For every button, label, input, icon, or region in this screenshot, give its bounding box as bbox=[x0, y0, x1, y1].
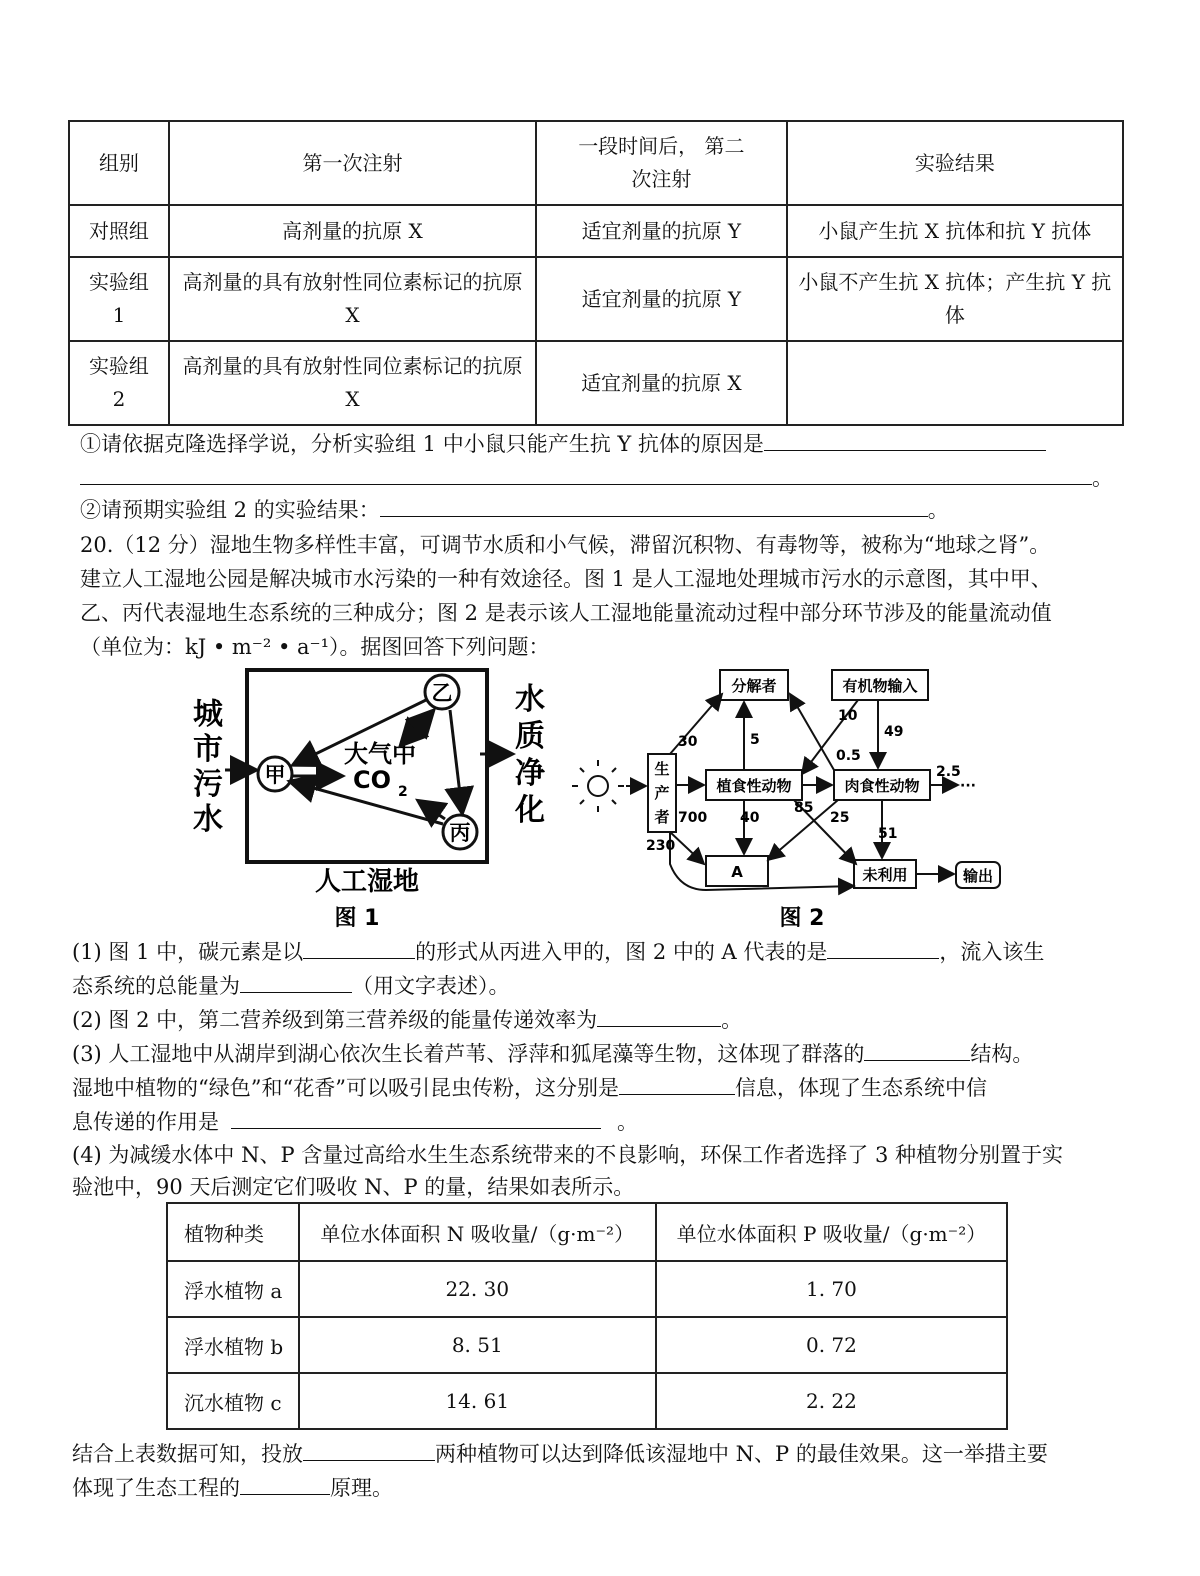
left-label-char: 水 bbox=[193, 802, 223, 837]
table-cell: 2. 22 bbox=[656, 1373, 1007, 1429]
sub-question-3-line-3 bbox=[72, 1106, 638, 1137]
sub-question-1-continued bbox=[72, 970, 510, 1001]
q20-line-2: 建立人工湿地公园是解决城市水污染的一种有效途径。图 1 是人工湿地处理城市污水的示意图，其中甲、 bbox=[80, 567, 1052, 591]
table-row bbox=[69, 257, 1123, 341]
table-row bbox=[167, 1373, 1007, 1429]
text: 结合上表数据可知，投放 bbox=[72, 1442, 303, 1466]
decomposer-label: 分解者 bbox=[731, 677, 777, 695]
arrow-yi-bing bbox=[450, 710, 462, 811]
sub-question-4-line-2: 验池中，90 天后测定它们吸收 N、P 的量，结果如表所示。 bbox=[72, 1175, 635, 1199]
table-cell: 浮水植物 a bbox=[167, 1261, 299, 1317]
table-cell: 高剂量的具有放射性同位素标记的抗原 X bbox=[169, 257, 536, 341]
table-cell bbox=[787, 341, 1123, 425]
question-2-text: ②请预期实验组 2 的实验结果： bbox=[80, 498, 380, 522]
table-header-cell: 实验结果 bbox=[787, 121, 1123, 205]
value-label: 85 bbox=[794, 800, 814, 816]
text: 两种植物可以达到降低该湿地中 N、P 的最佳效果。这一举措主要 bbox=[435, 1442, 1048, 1466]
table-header-cell: 单位水体面积 P 吸收量/（g·m⁻²） bbox=[656, 1203, 1007, 1261]
table-row bbox=[167, 1261, 1007, 1317]
figure-1-caption: 图 1 bbox=[334, 906, 380, 931]
experiment-table bbox=[68, 120, 1124, 426]
right-label-char: 化 bbox=[515, 793, 545, 828]
value-label: 40 bbox=[740, 810, 760, 826]
text: （用文字表述）。 bbox=[352, 974, 510, 998]
answer-blank[interactable] bbox=[303, 936, 415, 959]
carnivore-label: 肉食性动物 bbox=[844, 777, 920, 795]
answer-blank[interactable] bbox=[240, 970, 352, 993]
q20-line-4: （单位为：kJ • m⁻² • a⁻¹）。据图回答下列问题： bbox=[80, 635, 550, 659]
text: (3) 人工湿地中从湖岸到湖心依次生长着芦苇、浮萍和狐尾藻等生物，这体现了群落的 bbox=[72, 1042, 865, 1066]
text: 信息，体现了生态系统中信 bbox=[734, 1076, 987, 1100]
unused-label: 未利用 bbox=[862, 866, 908, 884]
question-1-continued bbox=[80, 462, 1113, 493]
table-cell: 沉水植物 c bbox=[167, 1373, 299, 1429]
value-label: 230 bbox=[646, 838, 676, 854]
table-cell: 高剂量的具有放射性同位素标记的抗原 X bbox=[169, 341, 536, 425]
sub-question-2 bbox=[72, 1004, 742, 1035]
question-2 bbox=[80, 494, 949, 525]
absorption-table bbox=[166, 1202, 1008, 1430]
text: (2) 图 2 中，第二营养级到第三营养级的能量传递效率为 bbox=[72, 1008, 598, 1032]
table-header-cell: 组别 bbox=[69, 121, 169, 205]
table-cell: 1. 70 bbox=[656, 1261, 1007, 1317]
answer-blank[interactable] bbox=[597, 1004, 721, 1027]
a-label: A bbox=[731, 863, 743, 881]
final-question bbox=[72, 1438, 1048, 1469]
co2-label: CO bbox=[352, 766, 392, 794]
answer-blank[interactable] bbox=[80, 462, 1092, 485]
table-row bbox=[69, 341, 1123, 425]
table-cell: 实验组 1 bbox=[69, 257, 169, 341]
text: 湿地中植物的“绿色”和“花香”可以吸引昆虫传粉，这分别是 bbox=[72, 1076, 619, 1100]
figure-2-caption: 图 2 bbox=[779, 906, 825, 931]
text: 结构。 bbox=[970, 1042, 1034, 1066]
table-header-cell: 一段时间后， 第二次注射 bbox=[536, 121, 787, 205]
answer-blank[interactable] bbox=[231, 1106, 601, 1129]
table-header-cell: 植物种类 bbox=[167, 1203, 299, 1261]
table-cell: 8. 51 bbox=[299, 1317, 656, 1373]
value-label: 700 bbox=[678, 810, 708, 826]
value-label: 51 bbox=[878, 826, 898, 842]
period: 。 bbox=[1092, 466, 1113, 490]
text: 。 bbox=[617, 1110, 638, 1134]
figure-2 bbox=[570, 664, 1010, 934]
table-cell: 小鼠不产生抗 X 抗体；产生抗 Y 抗体 bbox=[787, 257, 1123, 341]
producer-label-char: 产 bbox=[654, 784, 670, 802]
answer-blank[interactable] bbox=[827, 936, 939, 959]
value-label: ··· bbox=[960, 778, 976, 794]
table-cell: 适宜剂量的抗原 Y bbox=[536, 205, 787, 257]
table-row bbox=[167, 1317, 1007, 1373]
table-header-cell: 第一次注射 bbox=[169, 121, 536, 205]
value-label: 30 bbox=[678, 734, 698, 750]
sun-rays bbox=[572, 760, 624, 812]
herbivore-label: 植食性动物 bbox=[716, 777, 792, 795]
left-label-char: 城 bbox=[193, 697, 223, 732]
answer-blank[interactable] bbox=[240, 1472, 330, 1495]
sub-question-1 bbox=[72, 936, 1044, 967]
final-question-line-2 bbox=[72, 1472, 393, 1503]
value-label: 10 bbox=[838, 708, 858, 724]
text: 原理。 bbox=[330, 1476, 393, 1500]
question-1 bbox=[80, 428, 1046, 459]
bing-label: 丙 bbox=[449, 821, 471, 845]
table-header-row bbox=[167, 1203, 1007, 1261]
table-cell: 浮水植物 b bbox=[167, 1317, 299, 1373]
answer-blank[interactable] bbox=[864, 1038, 970, 1061]
value-label: 0.5 bbox=[836, 748, 861, 764]
left-label-char: 市 bbox=[193, 732, 223, 767]
answer-blank[interactable] bbox=[380, 494, 928, 517]
text: (1) 图 1 中，碳元素是以 bbox=[72, 940, 304, 964]
table-cell: 适宜剂量的抗原 X bbox=[536, 341, 787, 425]
yi-label: 乙 bbox=[431, 681, 453, 705]
table-cell: 高剂量的抗原 X bbox=[169, 205, 536, 257]
value-label: 25 bbox=[830, 810, 850, 826]
value-label: 5 bbox=[750, 732, 760, 748]
question-1-text: ①请依据克隆选择学说，分析实验组 1 中小鼠只能产生抗 Y 抗体的原因是 bbox=[80, 432, 764, 456]
producer-label-char: 者 bbox=[654, 808, 670, 826]
text: 息传递的作用是 bbox=[72, 1110, 219, 1134]
table-header-row bbox=[69, 121, 1123, 205]
output-label: 输出 bbox=[962, 867, 994, 885]
arrow-co2-yi bbox=[406, 712, 432, 740]
text: 态系统的总能量为 bbox=[72, 974, 240, 998]
table-cell: 实验组 2 bbox=[69, 341, 169, 425]
text: 体现了生态工程的 bbox=[72, 1476, 240, 1500]
table-cell: 对照组 bbox=[69, 205, 169, 257]
answer-blank[interactable] bbox=[764, 428, 1046, 451]
table-cell: 小鼠产生抗 X 抗体和抗 Y 抗体 bbox=[787, 205, 1123, 257]
left-label-char: 污 bbox=[193, 767, 223, 802]
jia-label: 甲 bbox=[264, 763, 286, 787]
table-cell: 0. 72 bbox=[656, 1317, 1007, 1373]
q20-line-3: 乙、丙代表湿地生态系统的三种成分；图 2 是表示该人工湿地能量流动过程中部分环节涉及的能量流动值 bbox=[80, 601, 1052, 625]
sun-icon bbox=[588, 776, 608, 796]
wetland-label: 人工湿地 bbox=[314, 867, 420, 897]
answer-blank[interactable] bbox=[619, 1072, 735, 1095]
table-cell: 14. 61 bbox=[299, 1373, 656, 1429]
sub-question-3-line-2 bbox=[72, 1072, 987, 1103]
atmosphere-label: 大气中 bbox=[344, 740, 416, 768]
text: 。 bbox=[721, 1008, 743, 1032]
co2-subscript: 2 bbox=[398, 784, 408, 800]
figure-1 bbox=[180, 664, 560, 934]
text: 的形式从丙进入甲的，图 2 中的 A 代表的是 bbox=[415, 940, 828, 964]
text: ，流入该生 bbox=[939, 940, 1045, 964]
right-label-char: 净 bbox=[515, 756, 545, 791]
organic-input-label: 有机物输入 bbox=[842, 677, 918, 695]
sub-question-3 bbox=[72, 1038, 1033, 1069]
producer-label-char: 生 bbox=[654, 760, 670, 778]
table-row bbox=[69, 205, 1123, 257]
table-cell: 适宜剂量的抗原 Y bbox=[536, 257, 787, 341]
value-label: 49 bbox=[884, 724, 904, 740]
period: 。 bbox=[927, 498, 949, 522]
arrow-bing-co2 bbox=[420, 802, 445, 819]
table-cell: 22. 30 bbox=[299, 1261, 656, 1317]
table-header-cell: 单位水体面积 N 吸收量/（g·m⁻²） bbox=[299, 1203, 656, 1261]
answer-blank[interactable] bbox=[303, 1438, 435, 1461]
right-label-char: 质 bbox=[515, 719, 545, 754]
right-label-char: 水 bbox=[515, 682, 545, 717]
value-label: 2.5 bbox=[936, 764, 961, 780]
q20-line-1: 20.（12 分）湿地生物多样性丰富，可调节水质和小气候，滞留沉积物、有毒物等，被称为“地球之肾”。 bbox=[80, 533, 1051, 557]
sub-question-4: (4) 为减缓水体中 N、P 含量过高给水生生态系统带来的不良影响，环保工作者选择了 3 种植物分别置于实 bbox=[72, 1143, 1063, 1167]
